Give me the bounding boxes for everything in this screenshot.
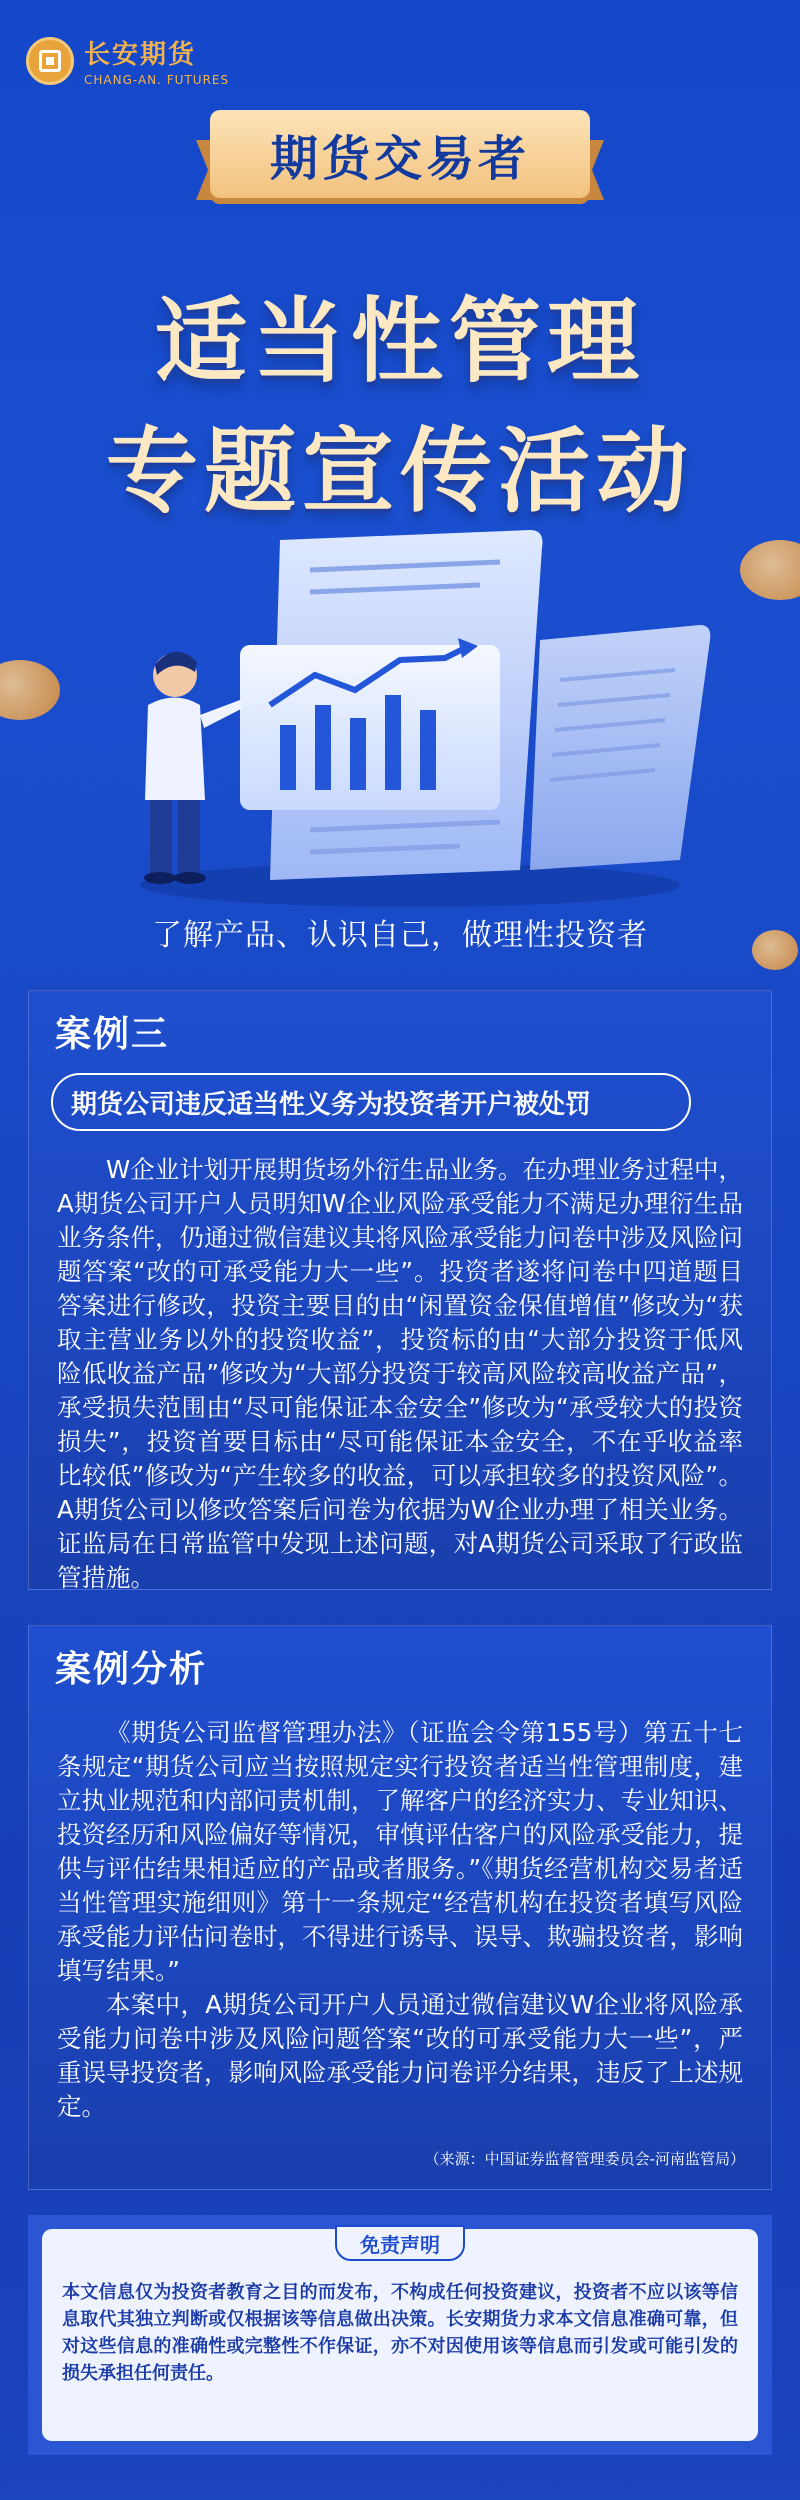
coin-decoration-icon [0,660,60,720]
disclaimer-box [28,2215,772,2455]
case-body-paragraph: W企业计划开展期货场外衍生品业务。在办理业务过程中，A期货公司开户人员明知W企业风险承受能力不满足办理衍生品业务条件，仍通过微信建议其将风险承受能力问卷中涉及风险问题答案“改的可承受能力大一些”。投资者遂将问卷中四道题目答案进行修改，投资主要目的由“闲置资金保值增值”修改为“获取主营业务以外的投资收益”，投资标的由“大部分投资于低风险低收益产品”修改为“大部分投资于较高风险较高收益产品”，承受损失范围由“尽可能保证本金安全”修改为“承受较大的投资损失”，投资首要目标由“尽可能保证本金安全，不在乎收益率比较低”修改为“产生较多的收益，可以承担较多的投资风险”。A期货公司以修改答案后问卷为依据为W企业办理了相关业务。证监局在日常监管中发现上述问题，对A期货公司采取了行政监管措施。 [57,1155,743,1592]
logo-mark-icon [26,37,74,85]
source-note: （来源：中国证券监督管理委员会-河南监管局） [424,2150,745,2168]
ribbon-label: 期货交易者 [269,130,530,187]
case-subtitle: 期货公司违反适当性义务为投资者开户被处罚 [51,1073,691,1131]
main-title-line1: 适当性管理 [154,288,645,395]
brand-name-en: CHANG-AN. FUTURES [84,73,230,87]
analysis-panel [28,1625,772,2190]
brand-name-cn: 长安期货 [84,40,197,70]
coin-decoration-icon [740,540,800,600]
analysis-paragraph-2: 本案中，A期货公司开户人员通过微信建议W企业将风险承受能力问卷中涉及风险问题答案“改的可承受能力大一些”，严重误导投资者，影响风险承受能力问卷评分结果，违反了上述规定。 [57,1990,743,2121]
tagline: 了解产品、认识自己，做理性投资者 [152,918,648,953]
case-heading: 案例三 [55,1013,170,1055]
main-title-line2: 专题宣传活动 [105,418,694,525]
brand-logo [26,34,229,87]
analysis-paragraph-1: 《期货公司监督管理办法》（证监会令第155号）第五十七条规定“期货公司应当按照规定实行投资者适当性管理制度，建立执业规范和内部问责机制，了解客户的经济实力、专业知识、投资经历和风险偏好等情况，审慎评估客户的风险承受能力，提供与评估结果相适应的产品或者服务。”《期货经营机构交易者适当性管理实施细则》第十一条规定“经营机构在投资者填写风险承受能力评估问卷时，不得进行诱导、误导、欺骗投资者，影响填写结果。” [57,1718,743,1985]
disclaimer-label: 免责声明 [335,2225,465,2261]
case-panel [28,990,772,1590]
disclaimer-text: 本文信息仅为投资者教育之目的而发布，不构成任何投资建议，投资者不应以该等信息取代其独立判断或仅根据该等信息做出决策。长安期货力求本文信息准确可靠，但对这些信息的准确性或完整性不作保证，亦不对因使用该等信息而引发或可能引发的损失承担任何责任。 [62,2282,738,2384]
analysis-heading: 案例分析 [55,1648,208,1690]
case-body [29,1153,771,1595]
chart-document-illustration [100,530,720,910]
analysis-body [29,1716,771,2124]
ribbon-banner [210,110,590,210]
